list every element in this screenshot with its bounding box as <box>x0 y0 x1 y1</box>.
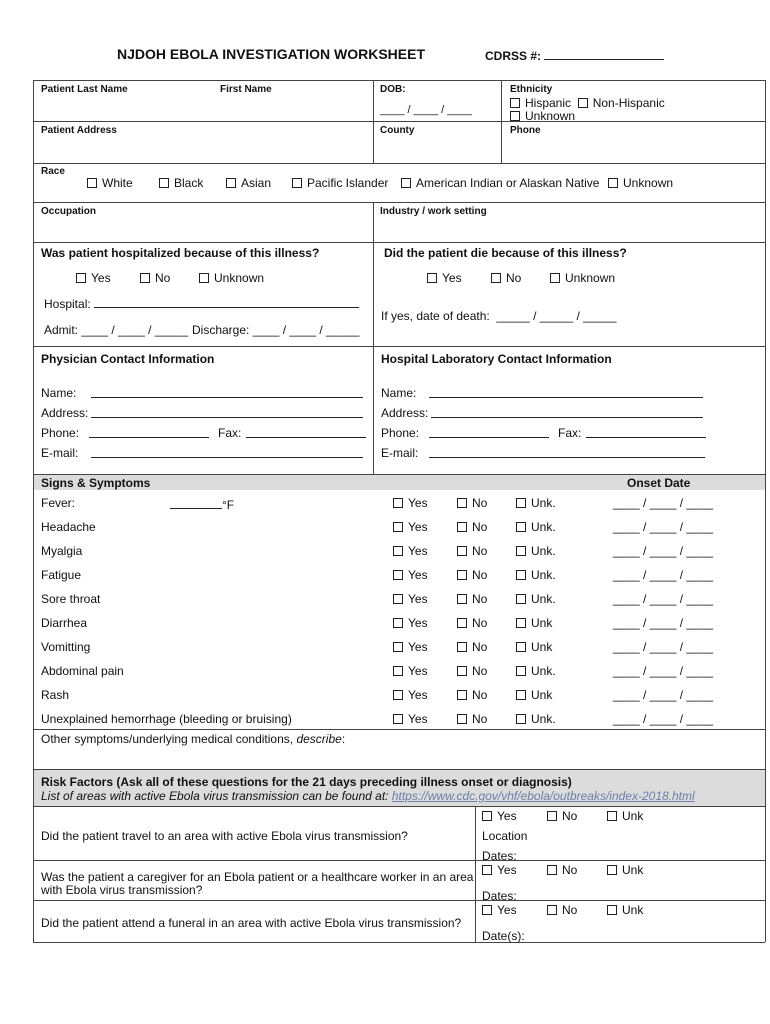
symptom-name: Headache <box>41 520 96 534</box>
symptom-name: Vomitting <box>41 640 91 654</box>
symptom-onset-date[interactable]: ____ / ____ / ____ <box>613 592 714 606</box>
q2-unk[interactable]: Unk <box>607 863 643 877</box>
county-label: County <box>380 125 415 136</box>
race-black[interactable]: Black <box>159 176 203 190</box>
symptom-yes[interactable]: Yes <box>393 712 428 726</box>
symptoms-title: Signs & Symptoms <box>41 476 151 490</box>
symptom-name: Unexplained hemorrhage (bleeding or bruising) <box>41 712 292 726</box>
last-name-label: Patient Last Name <box>41 84 128 95</box>
symptom-unk[interactable]: Unk. <box>516 496 556 510</box>
symptom-no[interactable]: No <box>457 568 487 582</box>
physician-address[interactable]: Address: <box>41 406 88 420</box>
symptom-no[interactable]: No <box>457 496 487 510</box>
symptom-unk[interactable]: Unk <box>516 640 552 654</box>
symptom-unk[interactable]: Unk. <box>516 712 556 726</box>
hispanic-checkbox[interactable] <box>510 98 520 108</box>
occupation-label: Occupation <box>41 206 97 217</box>
symptom-no[interactable]: No <box>457 616 487 630</box>
symptom-yes[interactable]: Yes <box>393 592 428 606</box>
industry-label: Industry / work setting <box>380 206 487 217</box>
symptom-no[interactable]: No <box>457 664 487 678</box>
race-unknown[interactable]: Unknown <box>608 176 673 190</box>
symptom-yes[interactable]: Yes <box>393 520 428 534</box>
cdrss-field[interactable] <box>544 48 664 60</box>
physician-title: Physician Contact Information <box>41 352 215 366</box>
q1-dates[interactable]: Dates: <box>482 849 517 863</box>
race-white[interactable]: White <box>87 176 133 190</box>
risk-note: List of areas with active Ebola virus transmission can be found at: https://www.cdc.gov/vhf/ebola/outbreaks/index-2018.html <box>41 789 695 803</box>
physician-fax[interactable]: Fax: <box>218 426 241 440</box>
other-symptoms[interactable]: Other symptoms/underlying medical conditions, describe: <box>41 732 346 746</box>
symptom-onset-date[interactable]: ____ / ____ / ____ <box>613 712 714 726</box>
died-no[interactable]: No <box>491 271 521 285</box>
q1-no[interactable]: No <box>547 809 577 823</box>
lab-email[interactable]: E-mail: <box>381 446 418 460</box>
death-date-field[interactable]: If yes, date of death: _____ / _____ / _____ <box>381 309 617 323</box>
q1-unk[interactable]: Unk <box>607 809 643 823</box>
symptom-unk[interactable]: Unk. <box>516 520 556 534</box>
q3-yes[interactable]: Yes <box>482 903 517 917</box>
risk-q2-line1: Was the patient a caregiver for an Ebola patient or a healthcare worker in an area <box>41 870 474 884</box>
died-question: Did the patient die because of this illness? <box>384 246 627 260</box>
ethnicity-unknown: Unknown <box>510 109 575 123</box>
symptom-unk[interactable]: Unk. <box>516 592 556 606</box>
symptom-onset-date[interactable]: ____ / ____ / ____ <box>613 496 714 510</box>
symptom-name: Abdominal pain <box>41 664 124 678</box>
lab-phone[interactable]: Phone: <box>381 426 419 440</box>
hosp-unknown[interactable]: Unknown <box>199 271 264 285</box>
symptom-onset-date[interactable]: ____ / ____ / ____ <box>613 688 714 702</box>
first-name-label: First Name <box>220 84 272 95</box>
lab-fax[interactable]: Fax: <box>558 426 581 440</box>
symptom-yes[interactable]: Yes <box>393 640 428 654</box>
symptom-yes[interactable]: Yes <box>393 544 428 558</box>
hospital-field[interactable]: Hospital: <box>44 296 359 311</box>
symptom-name: Fatigue <box>41 568 82 582</box>
q3-unk[interactable]: Unk <box>607 903 643 917</box>
lab-name[interactable]: Name: <box>381 386 416 400</box>
symptom-yes[interactable]: Yes <box>393 568 428 582</box>
race-pacific-islander[interactable]: Pacific Islander <box>292 176 388 190</box>
symptom-no[interactable]: No <box>457 592 487 606</box>
symptom-no[interactable]: No <box>457 688 487 702</box>
q1-location[interactable]: Location <box>482 829 528 843</box>
cdc-link[interactable]: https://www.cdc.gov/vhf/ebola/outbreaks/index-2018.html <box>391 789 695 803</box>
phone-label: Phone <box>510 125 541 136</box>
race-label: Race <box>41 166 65 177</box>
symptom-name: Fever: <box>41 496 76 510</box>
q2-yes[interactable]: Yes <box>482 863 517 877</box>
symptom-unk[interactable]: Unk <box>516 616 552 630</box>
symptom-no[interactable]: No <box>457 640 487 654</box>
hospitalized-question: Was patient hospitalized because of this illness? <box>41 246 320 260</box>
symptom-onset-date[interactable]: ____ / ____ / ____ <box>613 664 714 678</box>
race-asian[interactable]: Asian <box>226 176 271 190</box>
q3-no[interactable]: No <box>547 903 577 917</box>
symptom-onset-date[interactable]: ____ / ____ / ____ <box>613 544 714 558</box>
symptom-onset-date[interactable]: ____ / ____ / ____ <box>613 616 714 630</box>
died-unknown[interactable]: Unknown <box>550 271 615 285</box>
symptom-yes[interactable]: Yes <box>393 664 428 678</box>
hosp-yes[interactable]: Yes <box>76 271 111 285</box>
admit-field[interactable]: Admit: ____ / ____ / _____ <box>44 323 189 337</box>
address-label: Patient Address <box>41 125 117 136</box>
cdrss-label: CDRSS #: <box>485 48 664 63</box>
dob-field[interactable]: ____ / ____ / ____ <box>380 104 472 116</box>
hosp-no[interactable]: No <box>140 271 170 285</box>
discharge-field[interactable]: Discharge: ____ / ____ / _____ <box>192 323 360 337</box>
risk-q2-line2: with Ebola virus transmission? <box>41 883 203 897</box>
symptom-yes[interactable]: Yes <box>393 496 428 510</box>
symptom-onset-date[interactable]: ____ / ____ / ____ <box>613 640 714 654</box>
dob-label: DOB: <box>380 84 406 95</box>
died-yes[interactable]: Yes <box>427 271 462 285</box>
lab-address[interactable]: Address: <box>381 406 428 420</box>
q2-dates[interactable]: Dates: <box>482 889 517 903</box>
symptom-unk[interactable]: Unk <box>516 688 552 702</box>
race-american-indian[interactable]: American Indian or Alaskan Native <box>401 176 599 190</box>
symptom-onset-date[interactable]: ____ / ____ / ____ <box>613 568 714 582</box>
hospital-lab-title: Hospital Laboratory Contact Information <box>381 352 612 366</box>
ethnicity-options: Hispanic Non-Hispanic <box>510 96 665 110</box>
risk-title: Risk Factors (Ask all of these questions for the 21 days preceding illness onset or diagnosis) <box>41 775 572 789</box>
page-title: NJDOH EBOLA INVESTIGATION WORKSHEET <box>117 46 426 62</box>
symptom-onset-date[interactable]: ____ / ____ / ____ <box>613 520 714 534</box>
non-hispanic-checkbox[interactable] <box>578 98 588 108</box>
symptom-unk[interactable]: Unk. <box>516 664 556 678</box>
physician-phone[interactable]: Phone: <box>41 426 79 440</box>
symptom-no[interactable]: No <box>457 712 487 726</box>
physician-name[interactable]: Name: <box>41 386 76 400</box>
symptom-no[interactable]: No <box>457 520 487 534</box>
physician-email[interactable]: E-mail: <box>41 446 78 460</box>
symptom-unk[interactable]: Unk. <box>516 568 556 582</box>
q1-yes[interactable]: Yes <box>482 809 517 823</box>
symptom-name: Myalgia <box>41 544 83 558</box>
ethnicity-label: Ethnicity <box>510 84 553 95</box>
q2-no[interactable]: No <box>547 863 577 877</box>
symptom-no[interactable]: No <box>457 544 487 558</box>
symptom-name: Rash <box>41 688 70 702</box>
onset-date-title: Onset Date <box>627 476 691 490</box>
symptom-name: Sore throat <box>41 592 101 606</box>
q3-dates[interactable]: Date(s): <box>482 929 525 943</box>
symptom-unk[interactable]: Unk. <box>516 544 556 558</box>
risk-q1: Did the patient travel to an area with active Ebola virus transmission? <box>41 829 408 843</box>
risk-q3: Did the patient attend a funeral in an area with active Ebola virus transmission? <box>41 916 462 930</box>
ethnicity-unknown-checkbox[interactable] <box>510 111 520 121</box>
symptom-name: Diarrhea <box>41 616 88 630</box>
symptom-yes[interactable]: Yes <box>393 616 428 630</box>
fever-temp-field[interactable]: °F <box>170 497 234 512</box>
symptom-yes[interactable]: Yes <box>393 688 428 702</box>
